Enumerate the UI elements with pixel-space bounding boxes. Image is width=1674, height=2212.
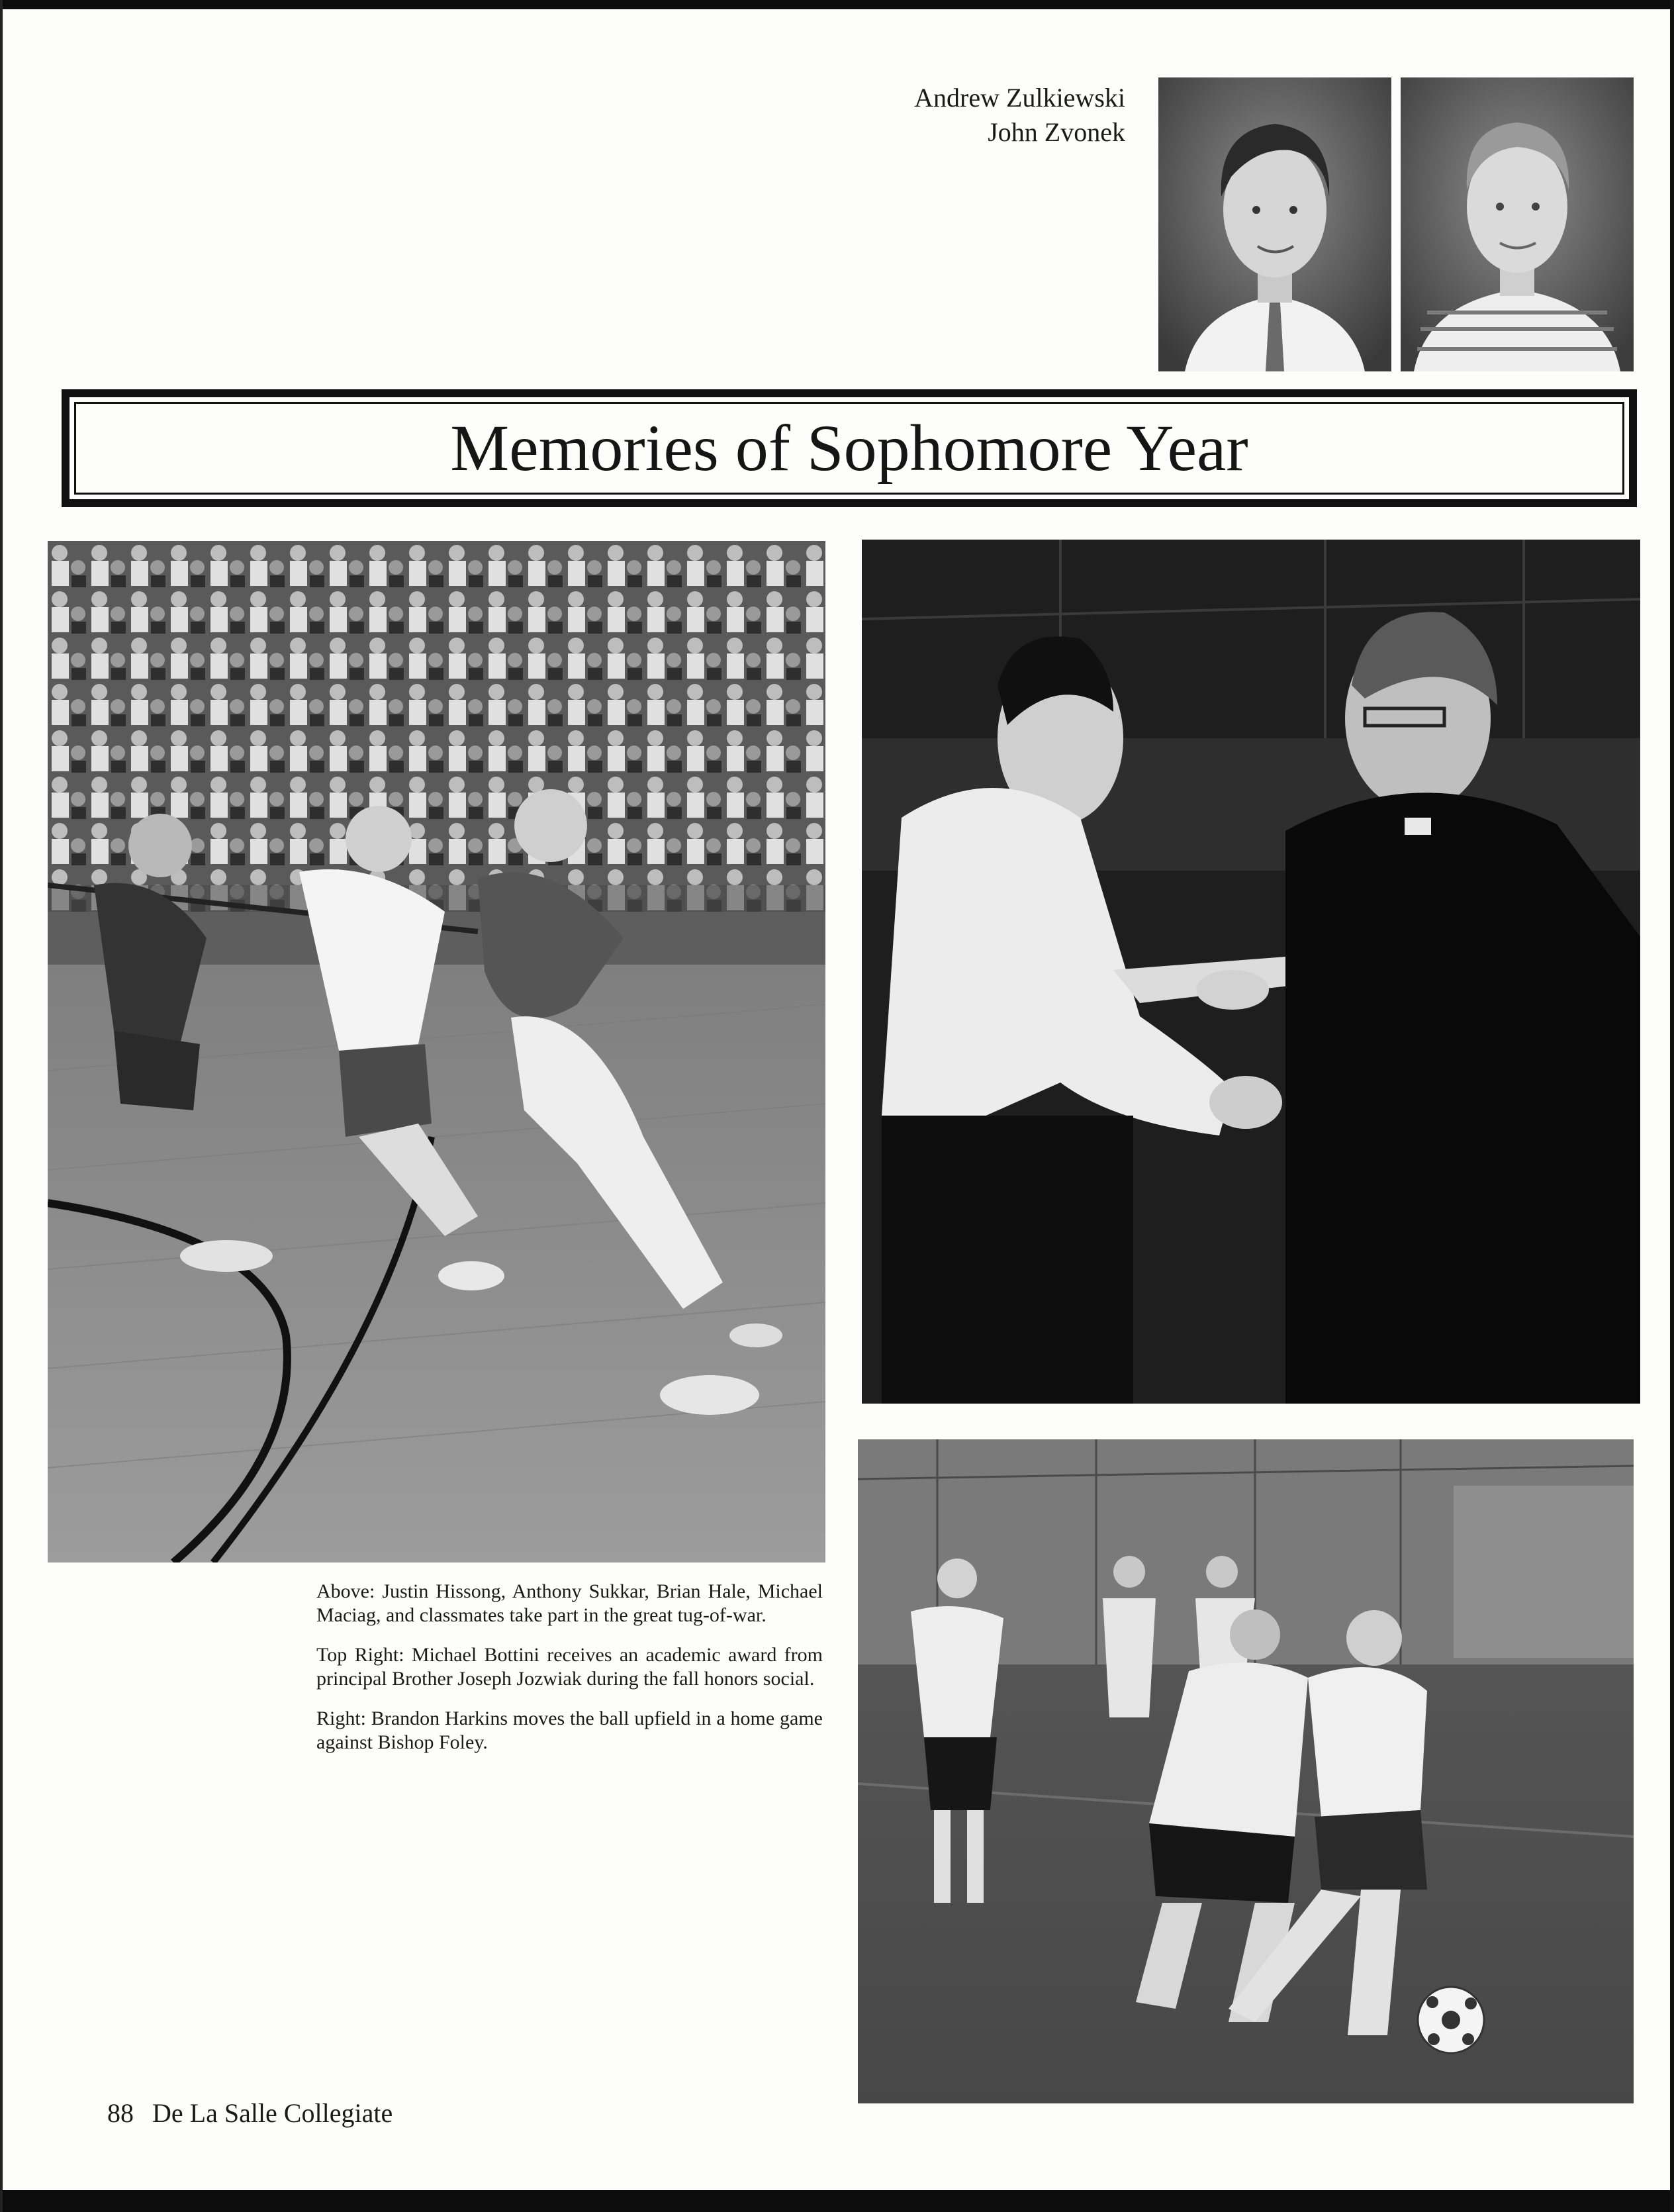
- tug-of-war-photo: [48, 541, 825, 1563]
- scan-edge-right: [1670, 0, 1674, 2212]
- caption-top-right: Top Right: Michael Bottini receives an academic award from principal Brother Joseph Jozwiak during the fall honors social.: [316, 1644, 823, 1690]
- soccer-photo: [858, 1439, 1634, 2103]
- scan-edge-bottom: [0, 2190, 1674, 2212]
- page-number: 88: [107, 2098, 134, 2128]
- award-photo: [862, 540, 1640, 1404]
- portrait-photo-2: [1401, 77, 1634, 371]
- caption-right: Right: Brandon Harkins moves the ball upfield in a home game against Bishop Foley.: [316, 1707, 823, 1753]
- portrait-photo-1: [1158, 77, 1391, 371]
- portrait-name: Andrew Zulkiewski: [914, 83, 1125, 113]
- page-title: Memories of Sophomore Year: [450, 411, 1248, 485]
- portrait-names: [794, 81, 1125, 150]
- portrait-name: John Zvonek: [988, 117, 1125, 147]
- scan-edge-top: [0, 0, 1674, 9]
- caption-above: Above: Justin Hissong, Anthony Sukkar, Brian Hale, Michael Maciag, and classmates take part in the great tug-of-war.: [316, 1580, 823, 1626]
- school-name: De La Salle Collegiate: [152, 2098, 393, 2128]
- page-footer: [107, 2097, 393, 2129]
- photo-captions: [316, 1580, 823, 1770]
- title-box: [62, 389, 1637, 507]
- scan-edge-left: [0, 0, 3, 2212]
